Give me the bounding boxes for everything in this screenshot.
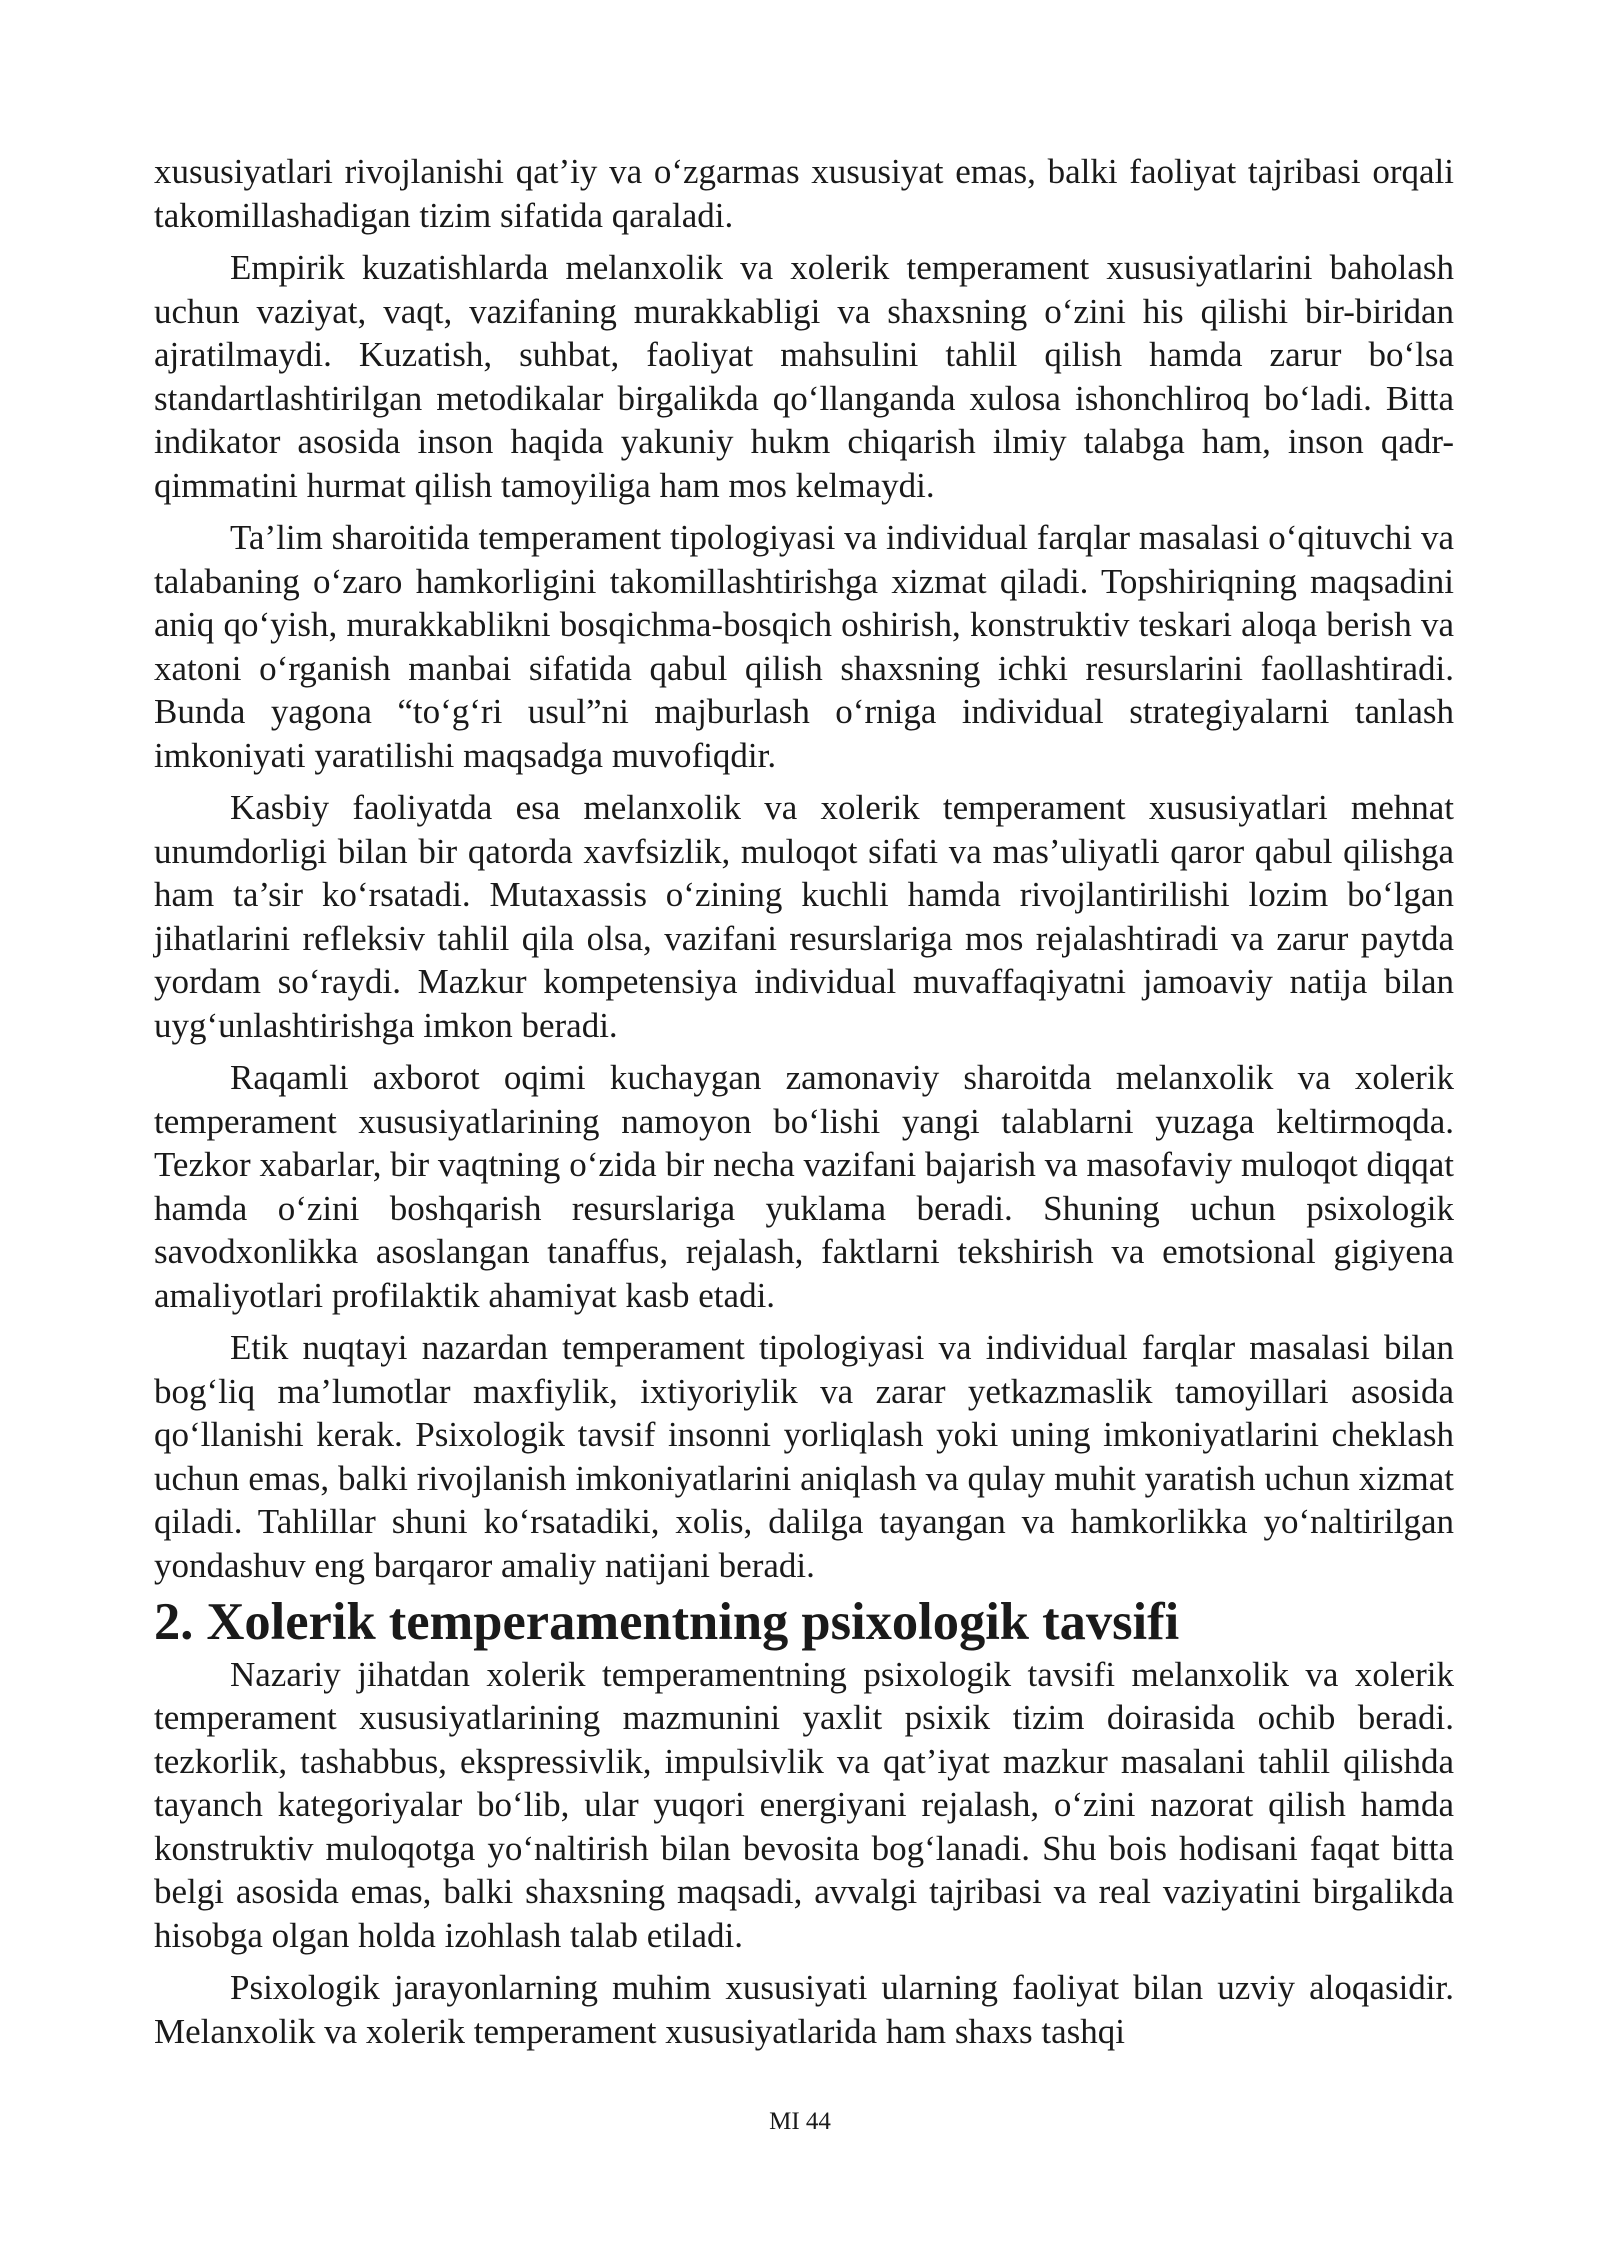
page-number: MI 44 <box>769 2108 831 2135</box>
paragraph-digital-information: Raqamli axborot oqimi kuchaygan zamonaviy sharoitda melanxolik va xolerik temperament xususiyatlarining namoyon bo‘lishi yangi talablarni yuzaga keltirmoqda. Tezkor xabarlar, bir vaqtning o‘zida bir necha vazifani bajarish va masofaviy muloqot diqqat hamda o‘zini boshqarish resurslariga yuklama beradi. Shuning uchun psixologik savodxonlikka asoslangan tanaffus, rejalash, faktlarni tekshirish va emotsional gigiyena amaliyotlari profilaktik ahamiyat kasb etadi. <box>154 1058 1454 1315</box>
page-body <box>154 150 1454 2062</box>
paragraph-continuation: xususiyatlari rivojlanishi qat’iy va o‘zgarmas xususiyat emas, balki faoliyat tajribasi orqali takomillashadigan tizim sifatida qaraladi. <box>154 152 1454 235</box>
paragraph-psychological-processes: Psixologik jarayonlarning muhim xususiyati ularning faoliyat bilan uzviy aloqasidir. Melanxolik va xolerik temperament xususiyatlarida ham shaxs tashqi <box>154 1968 1454 2051</box>
paragraph-empirical-observation: Empirik kuzatishlarda melanxolik va xolerik temperament xususiyatlarini baholash uchun vaziyat, vaqt, vazifaning murakkabligi va shaxsning o‘zini his qilishi bir-biridan ajratilmaydi. Kuzatish, suhbat, faoliyat mahsulini tahlil qilish hamda zarur bo‘lsa standartlashtirilgan metodikalar birgalikda qo‘llanganda xulosa ishonchliroq bo‘ladi. Bitta indikator asosida inson haqida yakuniy hukm chiqarish ilmiy talabga ham, inson qadr-qimmatini hurmat qilish tamoyiliga ham mos kelmaydi. <box>154 248 1454 505</box>
paragraph-education: Ta’lim sharoitida temperament tipologiyasi va individual farqlar masalasi o‘qituvchi va talabaning o‘zaro hamkorligini takomillashtirishga xizmat qiladi. Topshiriqning maqsadini aniq qo‘yish, murakkablikni bosqichma-bosqich oshirish, konstruktiv teskari aloqa berish va xatoni o‘rganish manbai sifatida qabul qilish shaxsning ichki resurslarini faollashtiradi. Bunda yagona “to‘g‘ri usul”ni majburlash o‘rniga individual strategiyalarni tanlash imkoniyati yaratilishi maqsadga muvofiqdir. <box>154 518 1454 775</box>
paragraph-ethics: Etik nuqtayi nazardan temperament tipologiyasi va individual farqlar masalasi bilan bog‘liq ma’lumotlar maxfiylik, ixtiyoriylik va zarar yetkazmaslik tamoyillari asosida qo‘llanishi kerak. Psixologik tavsif insonni yorliqlash yoki uning imkoniyatlarini cheklash uchun emas, balki rivojlanish imkoniyatlarini aniqlash va qulay muhit yaratish uchun xizmat qiladi. Tahlillar shuni ko‘rsatadiki, xolis, dalilga tayangan va hamkorlikka yo‘naltirilgan yondashuv eng barqaror amaliy natijani beradi. <box>154 1328 1454 1585</box>
paragraph-professional-activity: Kasbiy faoliyatda esa melanxolik va xolerik temperament xususiyatlari mehnat unumdorligi bilan bir qatorda xavfsizlik, muloqot sifati va mas’uliyatli qaror qabul qilishga ham ta’sir ko‘rsatadi. Mutaxassis o‘zining kuchli hamda rivojlantirilishi lozim bo‘lgan jihatlarini refleksiv tahlil qila olsa, vazifani resurslariga mos rejalashtiradi va zarur paytda yordam so‘raydi. Mazkur kompetensiya individual muvaffaqiyatni jamoaviy natija bilan uyg‘unlashtirishga imkon beradi. <box>154 788 1454 1045</box>
paragraph-theory: Nazariy jihatdan xolerik temperamentning psixologik tavsifi melanxolik va xolerik temperament xususiyatlarining mazmunini yaxlit psixik tizim doirasida ochib beradi. tezkorlik, tashabbus, ekspressivlik, impulsivlik va qat’iyat mazkur masalani tahlil qilishda tayanch kategoriyalar bo‘lib, ular yuqori energiyani rejalash, o‘zini nazorat qilish hamda konstruktiv muloqotga yo‘naltirish bilan bevosita bog‘lanadi. Shu bois hodisani faqat bitta belgi asosida emas, balki shaxsning maqsadi, avvalgi tajribasi va real vaziyatini birgalikda hisobga olgan holda izohlash talab etiladi. <box>154 1654 1454 1955</box>
section-heading: 2. Xolerik temperamentning psixologik tavsifi <box>154 1593 1180 1651</box>
